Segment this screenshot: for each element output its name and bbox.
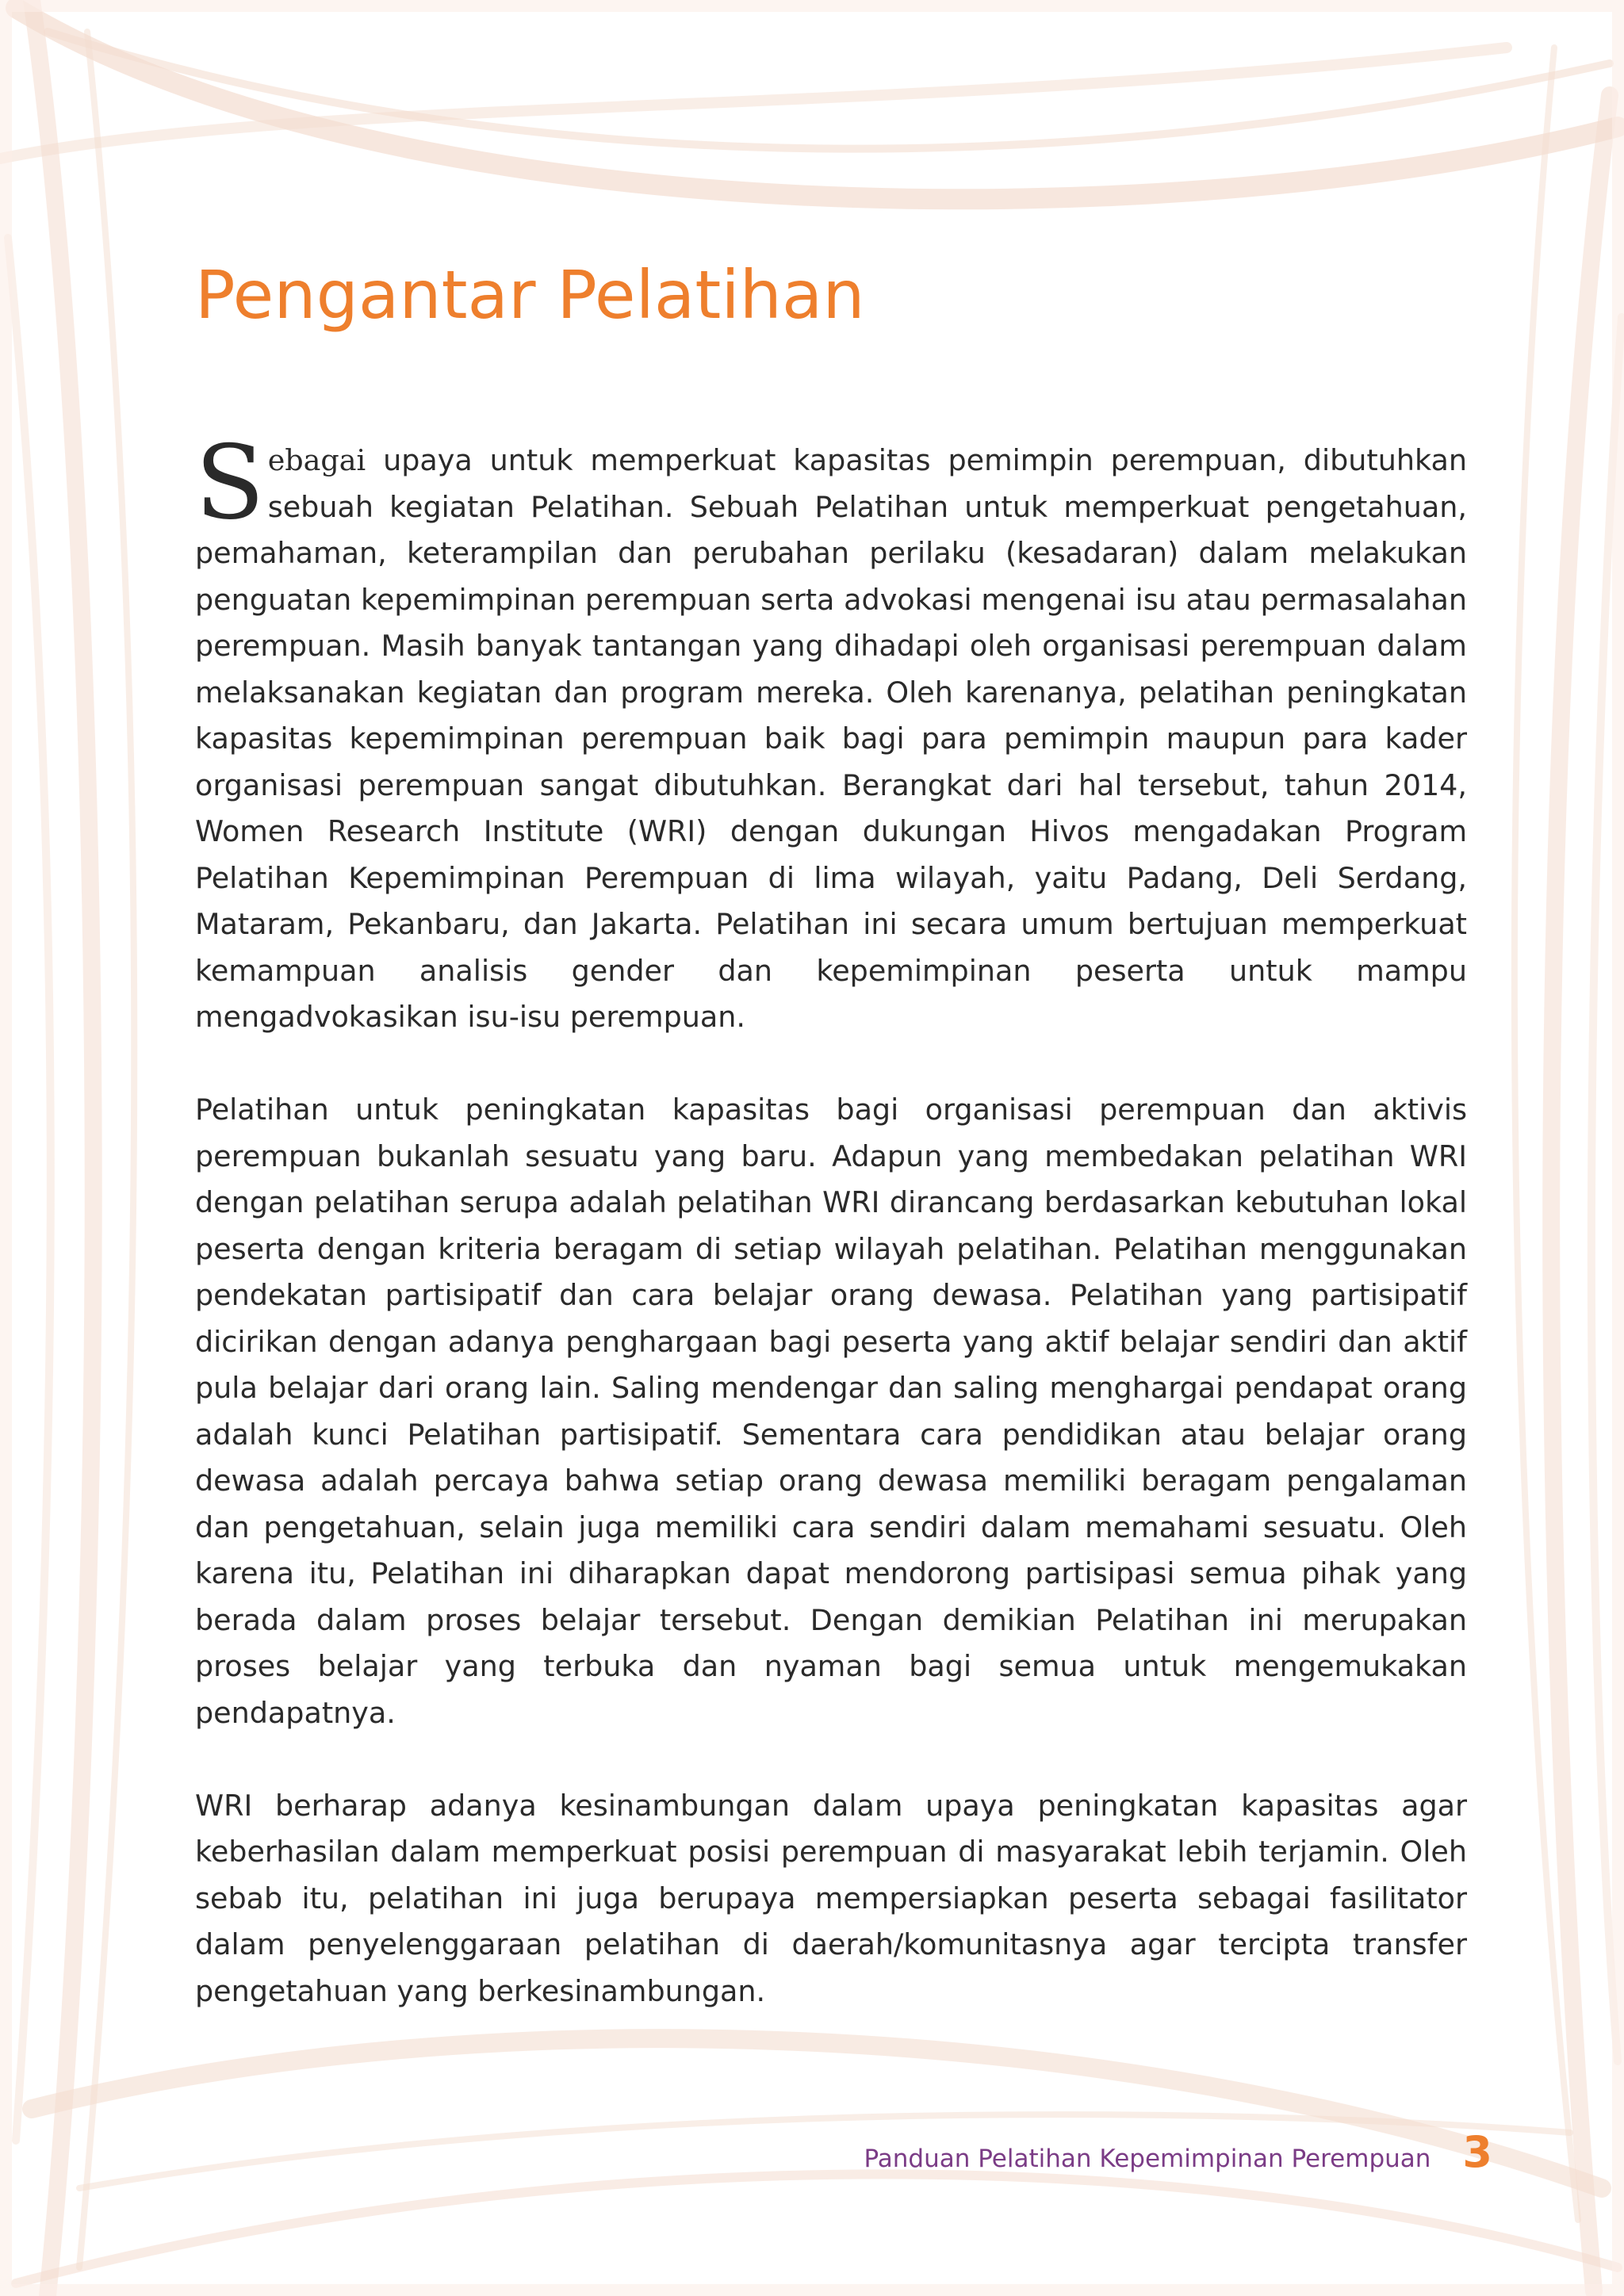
page-number: 3 <box>1462 2127 1492 2177</box>
page-title: Pengantar Pelatihan <box>195 256 865 334</box>
page-footer <box>864 2127 1492 2177</box>
body-text <box>195 424 1467 2015</box>
paragraph-1-text: upaya untuk memperkuat kapasitas pemimpin perempuan, dibutuhkan sebuah kegiatan Pelatihan. Sebuah Pelatihan untuk memperkuat pengetahuan, pemahaman, keterampilan dan perubahan perilaku (kesadaran) dalam melakukan penguatan kepemimpinan perempuan serta advokasi mengenai isu atau permasalahan perempuan. Masih banyak tantangan yang dihadapi oleh organisasi perempuan dalam melaksanakan kegiatan dan program mereka. Oleh karenanya, pelatihan peningkatan kapasitas kepemimpinan perempuan baik bagi para pemimpin maupun para kader organisasi perempuan sangat dibutuhkan. Berangkat dari hal tersebut, tahun 2014, Women Research Institute (WRI) dengan dukungan Hivos mengadakan Program Pelatihan Kepemimpinan Perempuan di lima wilayah, yaitu Padang, Deli Serdang, Mataram, Pekanbaru, dan Jakarta. Pelatihan ini secara umum bertujuan memperkuat kemampuan analisis gender dan kepemimpinan peserta untuk mampu mengadvokasikan isu-isu perempuan. <box>195 443 1467 1034</box>
paragraph-1 <box>195 424 1467 1041</box>
main-content <box>195 256 1467 2061</box>
drop-cap: S <box>195 424 265 542</box>
lead-word: ebagai <box>267 443 366 477</box>
paragraph-2: Pelatihan untuk peningkatan kapasitas bagi organisasi perempuan dan aktivis perempuan bukanlah sesuatu yang baru. Adapun yang membedakan pelatihan WRI dengan pelatihan serupa adalah pelatihan WRI dirancang berdasarkan kebutuhan lokal peserta dengan kriteria beragam di setiap wilayah pelatihan. Pelatihan menggunakan pendekatan partisipatif dan cara belajar orang dewasa. Pelatihan yang partisipatif dicirikan dengan adanya penghargaan bagi peserta yang aktif belajar sendiri dan aktif pula belajar dari orang lain. Saling mendengar dan saling menghargai pendapat orang adalah kunci Pelatihan partisipatif. Sementara cara pendidikan atau belajar orang dewasa adalah percaya bahwa setiap orang dewasa memiliki beragam pengalaman dan pengetahuan, selain juga memiliki cara sendiri dalam memahami sesuatu. Oleh karena itu, Pelatihan ini diharapkan dapat mendorong partisipasi semua pihak yang berada dalam proses belajar tersebut. Dengan demikian Pelatihan ini merupakan proses belajar yang terbuka dan nyaman bagi semua untuk mengemukakan pendapatnya. <box>195 1093 1467 1730</box>
footer-book-title: Panduan Pelatihan Kepemimpinan Perempuan <box>864 2145 1431 2173</box>
paragraph-3: WRI berharap adanya kesinambungan dalam upaya peningkatan kapasitas agar keberhasilan dalam memperkuat posisi perempuan di masyarakat lebih terjamin. Oleh sebab itu, pelatihan ini juga berupaya mempersiapkan peserta sebagai fasilitator dalam penyelenggaraan pelatihan di daerah/komunitasnya agar tercipta transfer pengetahuan yang berkesinambungan. <box>195 1788 1467 2008</box>
